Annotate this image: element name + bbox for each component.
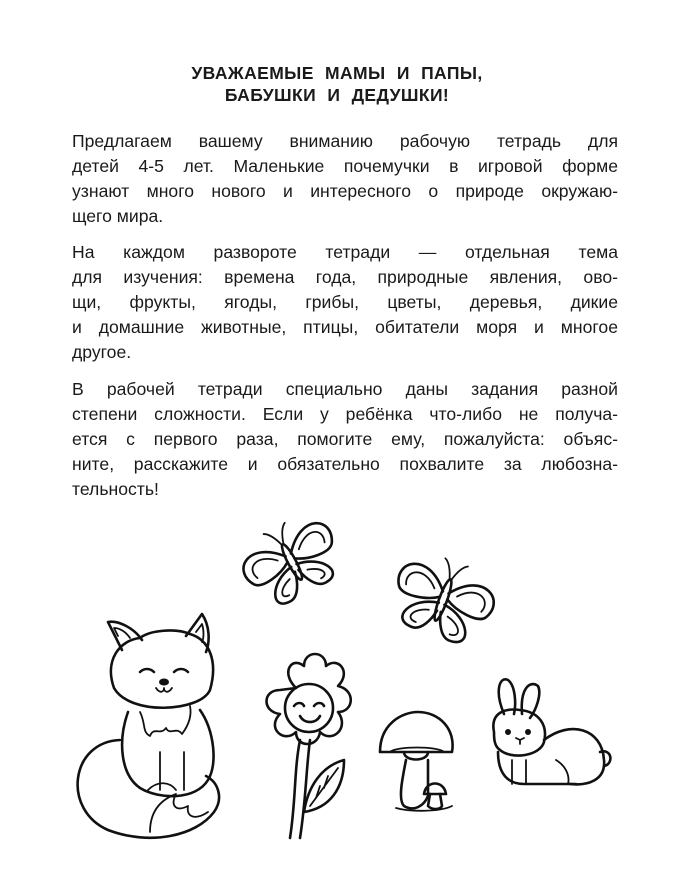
fox-icon bbox=[78, 614, 219, 838]
paragraph-line: щи, фрукты, ягоды, грибы, цветы, деревья, дикие bbox=[72, 292, 618, 312]
paragraph-1 bbox=[72, 129, 618, 241]
paragraph-line: для изучения: времена года, природные явления, ово- bbox=[72, 267, 618, 287]
paragraph-line: тельность! bbox=[72, 479, 159, 499]
paragraph-3 bbox=[72, 377, 618, 514]
butterfly-icon bbox=[384, 545, 503, 650]
paragraph-line: На каждом развороте тетради — отдельная тема bbox=[72, 242, 618, 262]
paragraph-line: детей 4-5 лет. Маленькие почемучки в игровой форме bbox=[72, 156, 618, 176]
paragraph-line: ните, расскажите и обязательно похвалите за любозна- bbox=[72, 454, 618, 474]
mushroom-icon bbox=[380, 712, 453, 811]
paragraph-line: и домашние животные, птицы, обитатели моря и многое bbox=[72, 317, 618, 337]
butterfly-icon bbox=[232, 506, 350, 614]
paragraph-line: щего мира. bbox=[72, 206, 164, 226]
paragraph-line: В рабочей тетради специально даны задания разной bbox=[72, 379, 618, 399]
paragraph-line: ется с первого раза, помогите ему, пожалуйста: объяс- bbox=[72, 429, 618, 449]
paragraph-2 bbox=[72, 240, 618, 377]
paragraph-line: степени сложности. Если у ребёнка что-либо не получа- bbox=[72, 404, 618, 424]
flower-icon bbox=[267, 654, 351, 838]
page-heading bbox=[0, 62, 674, 106]
paragraph-line: другое. bbox=[72, 342, 132, 362]
paragraph-line: узнают много нового и интересного о природе окружаю- bbox=[72, 181, 618, 201]
paragraph-line: Предлагаем вашему вниманию рабочую тетрадь для bbox=[72, 131, 618, 151]
illustrations bbox=[0, 500, 674, 860]
heading-line-1: УВАЖАЕМЫЕ МАМЫ И ПАПЫ, bbox=[191, 63, 483, 83]
rabbit-icon bbox=[493, 679, 610, 784]
heading-line-2: БАБУШКИ И ДЕДУШКИ! bbox=[224, 85, 450, 105]
